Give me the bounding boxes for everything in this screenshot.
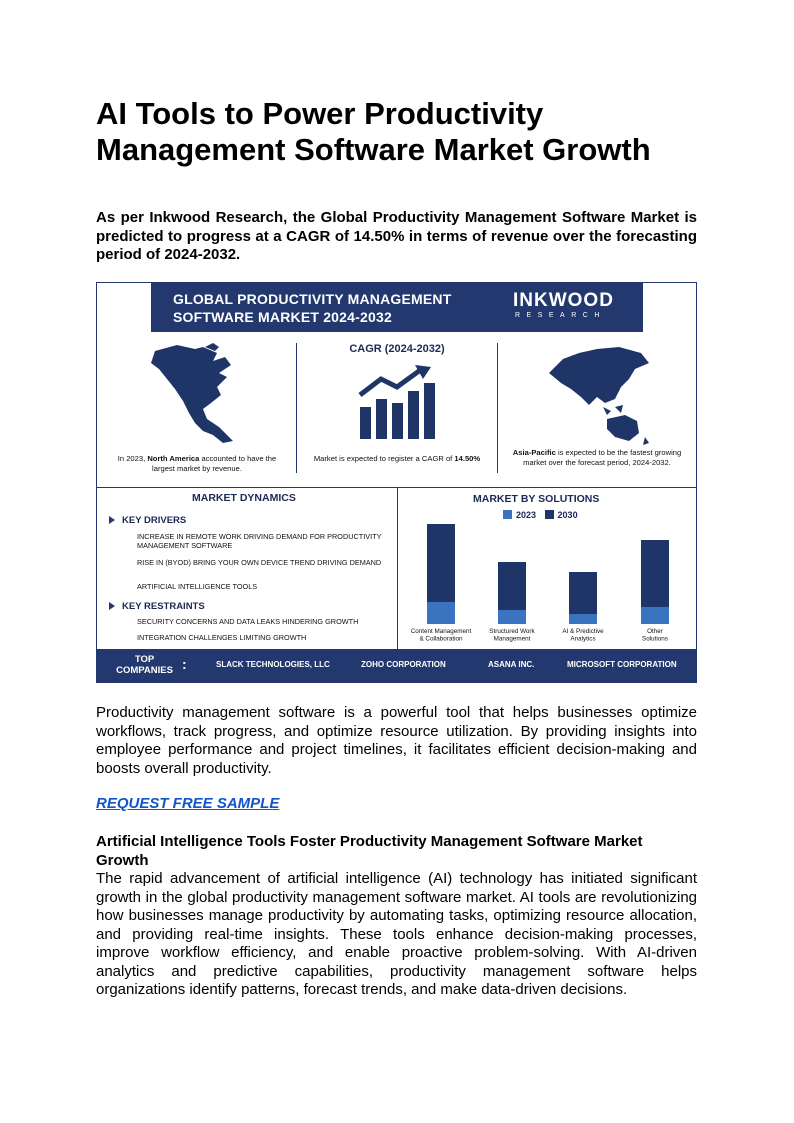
company-name: ASANA INC.	[488, 660, 535, 669]
legend-swatch-2030	[545, 510, 554, 519]
body-paragraph: Productivity management software is a powerful tool that helps businesses optimize workflows, track progress, and optimize resource utilization. By providing insights into employee performance and project timelines, it facilitates efficient decision-making and boosts overall productivity.	[96, 704, 697, 777]
infographic-banner	[151, 283, 643, 332]
inkwood-logo-sub: RESEARCH	[515, 312, 606, 319]
bar-2023	[641, 607, 669, 624]
bar-2030	[427, 524, 455, 602]
colon-separator: :	[182, 656, 187, 672]
bar-2030	[498, 562, 526, 610]
banner-title: GLOBAL PRODUCTIVITY MANAGEMENT SOFTWARE MARKET 2024-2032	[173, 291, 452, 325]
page-title: AI Tools to Power Productivity Management Software Market Growth	[96, 96, 651, 167]
triangle-bullet-icon	[109, 516, 115, 524]
top-companies-footer	[97, 649, 696, 682]
request-sample-link[interactable]: REQUEST FREE SAMPLE	[96, 795, 280, 812]
solutions-bar-chart	[399, 523, 695, 647]
growth-chart-icon	[357, 365, 441, 441]
section-heading: Artificial Intelligence Tools Foster Productivity Management Software Market Growth	[96, 833, 643, 869]
category-label: Other Solutions	[642, 628, 668, 643]
cagr-heading: CAGR (2024-2032)	[349, 343, 445, 355]
asia-pacific-map-icon	[545, 343, 653, 448]
legend-swatch-2023	[503, 510, 512, 519]
bar-2023	[569, 614, 597, 624]
company-name: SLACK TECHNOLOGIES, LLC	[216, 660, 330, 669]
divider	[497, 343, 498, 473]
cagr-caption: Market is expected to register a CAGR of 14.50%	[313, 454, 481, 463]
restraint-item: SECURITY CONCERNS AND DATA LEAKS HINDERING GROWTH	[137, 617, 359, 626]
asia-pacific-caption: Asia-Pacific is expected to be the fastest growing market over the forecast period, 2024-2032.	[512, 448, 682, 467]
category-label: Content Management & Collaboration	[410, 628, 472, 643]
infographic	[96, 282, 697, 683]
north-america-map-icon	[147, 343, 247, 448]
inkwood-logo: INKWOOD	[513, 290, 614, 311]
bar-2023	[427, 602, 455, 624]
driver-item: RISE IN (BYOD) BRING YOUR OWN DEVICE TREND DRIVING DEMAND	[137, 558, 382, 567]
driver-item: INCREASE IN REMOTE WORK DRIVING DEMAND FOR PRODUCTIVITY MANAGEMENT SOFTWARE	[137, 532, 382, 550]
key-restraints-heading: KEY RESTRAINTS	[109, 601, 205, 612]
driver-item: ARTIFICIAL INTELLIGENCE TOOLS	[137, 582, 258, 591]
market-dynamics-heading: MARKET DYNAMICS	[192, 492, 296, 504]
divider	[296, 343, 297, 473]
company-name: MICROSOFT CORPORATION	[567, 660, 677, 669]
north-america-caption: In 2023, North America accounted to have the largest market by revenue.	[117, 454, 277, 473]
bar-2030	[569, 572, 597, 614]
bar-2030	[641, 540, 669, 607]
intro-paragraph: As per Inkwood Research, the Global Productivity Management Software Market is predicted to progress at a CAGR of 14.50% in terms of revenue over the forecasting period of 2024-2032.	[96, 209, 697, 263]
triangle-bullet-icon	[109, 602, 115, 610]
category-label: AI & Predictive Analytics	[562, 628, 604, 643]
company-name: ZOHO CORPORATION	[361, 660, 446, 669]
restraint-item: INTEGRATION CHALLENGES LIMITING GROWTH	[137, 633, 307, 642]
solutions-heading: MARKET BY SOLUTIONS	[473, 493, 600, 505]
bar-2023	[498, 610, 526, 624]
legend-label-2023: 2023	[516, 510, 537, 520]
legend-label-2030: 2030	[557, 510, 578, 520]
divider	[397, 487, 398, 650]
key-drivers-heading: KEY DRIVERS	[109, 515, 186, 526]
top-companies-label: TOP COMPANIES	[116, 654, 173, 676]
chart-legend	[503, 510, 578, 520]
body-paragraph: The rapid advancement of artificial intelligence (AI) technology has initiated significant growth in the global productivity management software market. AI tools are revolutionizing how businesses manage productivity by automating tasks, optimizing resource allocation, and providing real-time insights. These tools enhance decision-making processes, improve workflow efficiency, and enable proactive problem-solving. With AI-driven analytics and predictive capabilities, productivity management software helps organizations identify patterns, forecast trends, and make data-driven decisions.	[96, 870, 697, 998]
category-label: Structured Work Management	[489, 628, 535, 643]
